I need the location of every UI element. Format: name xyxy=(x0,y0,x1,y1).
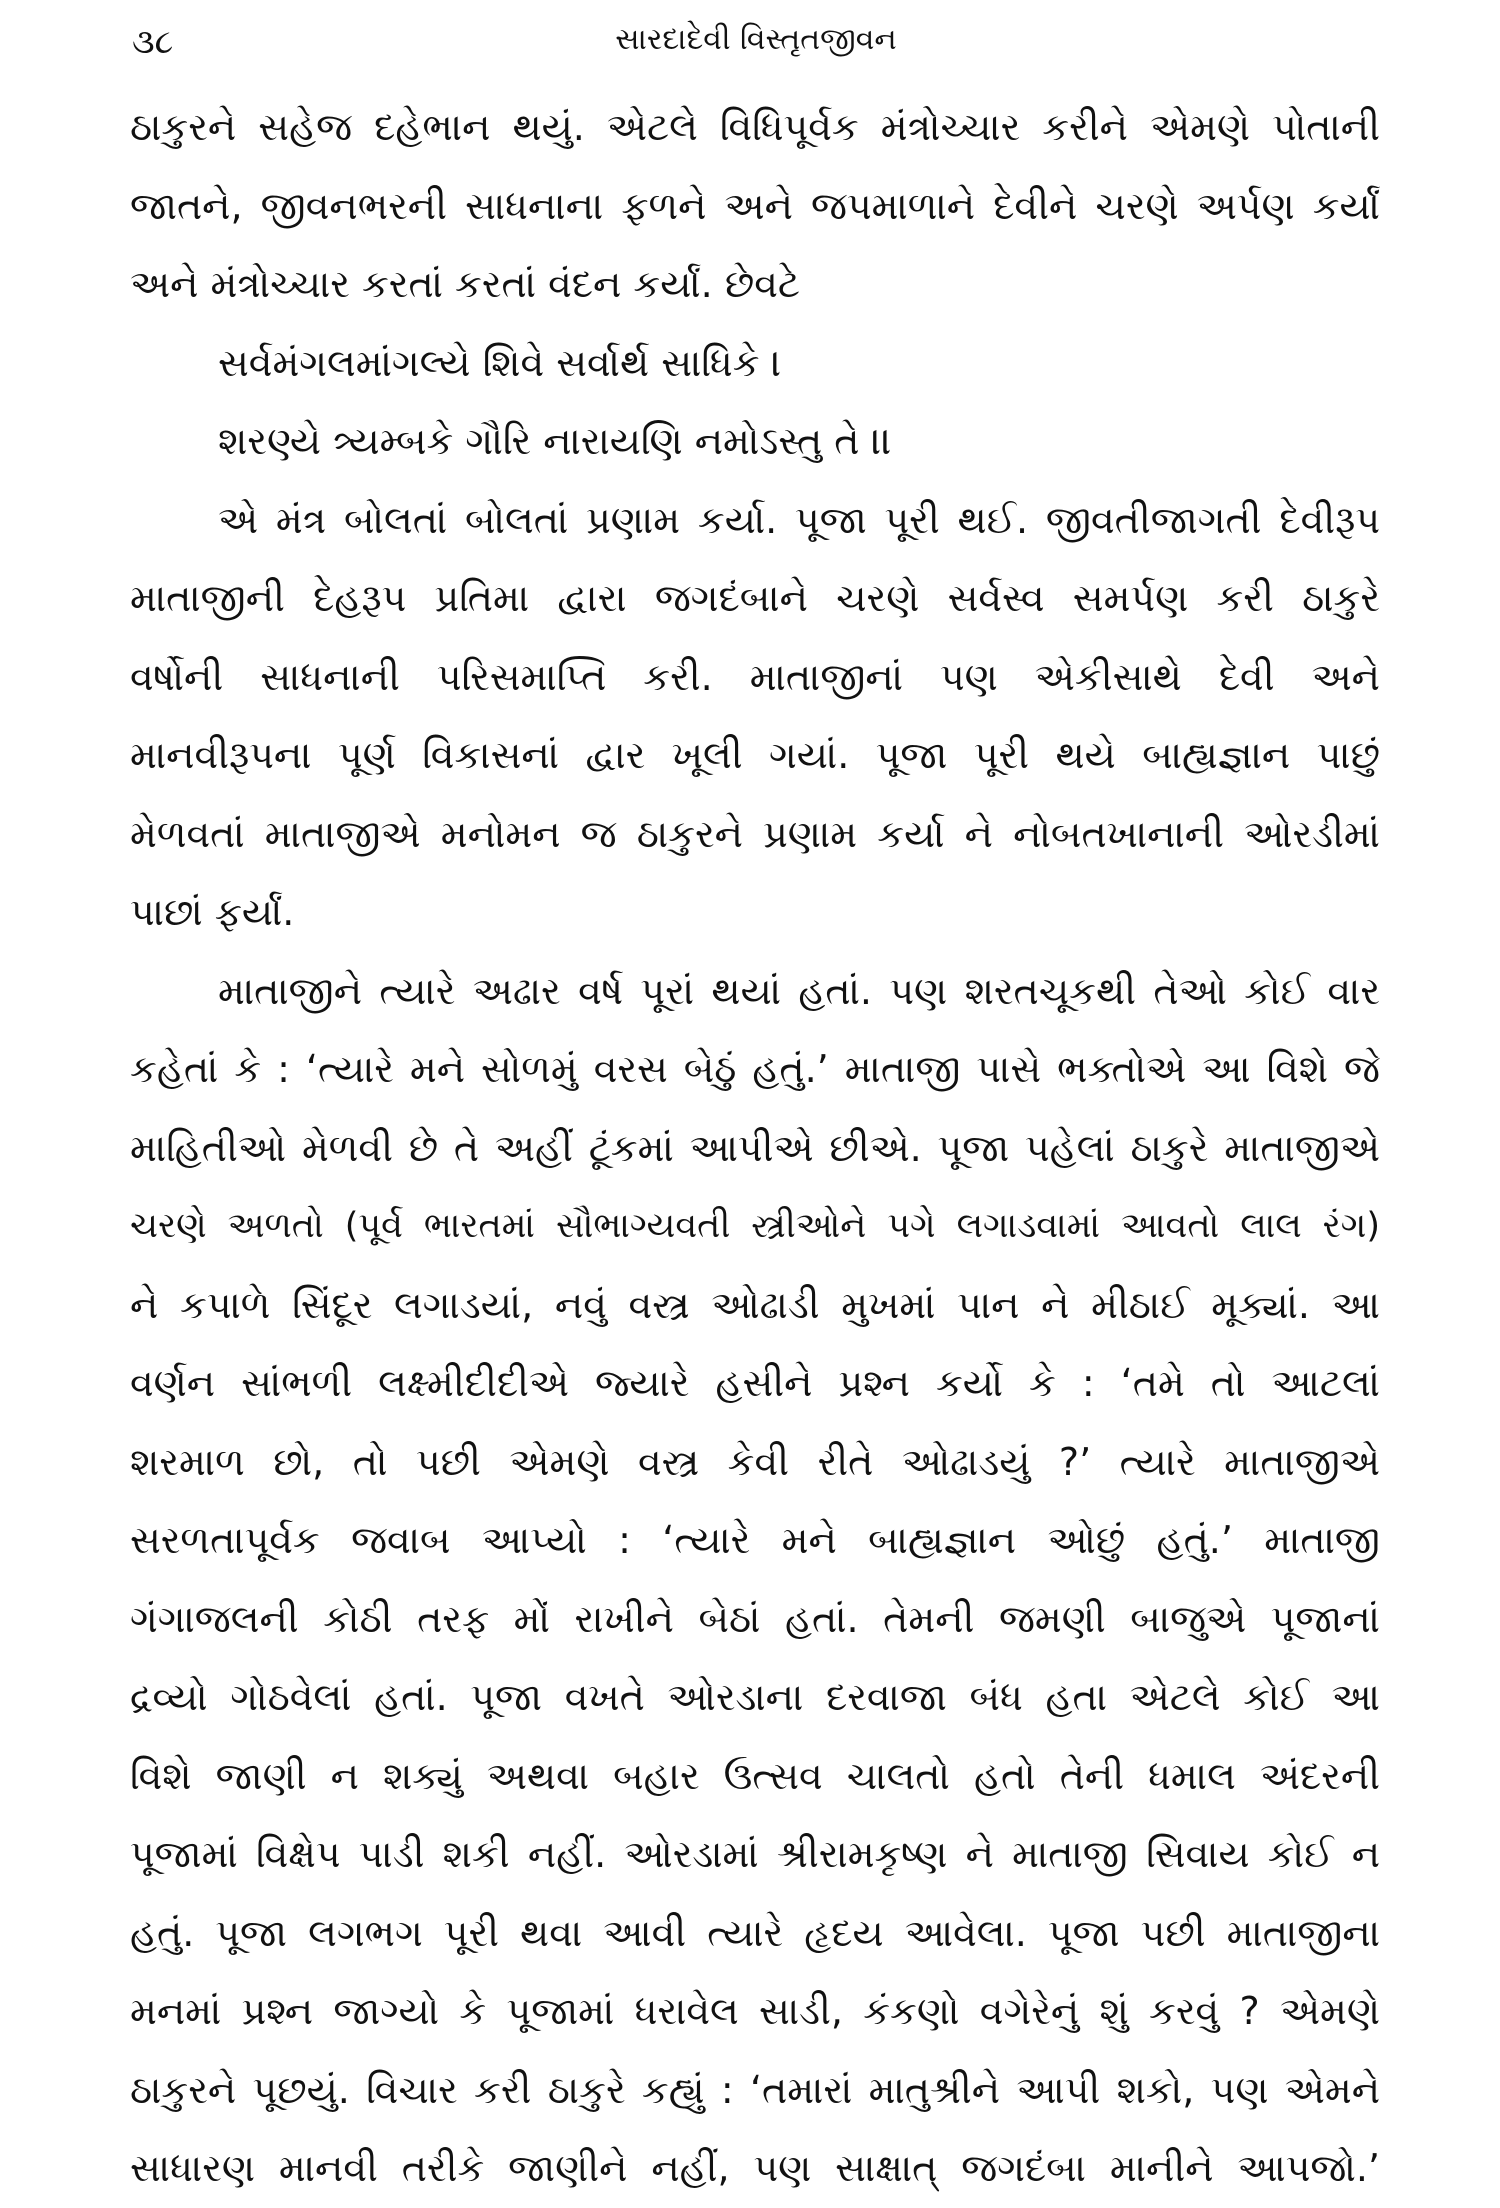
text-line: શરમાળ છો, તો પછી એમણે વસ્ત્ર કેવી રીતે ઓઢાડયું ?’ ત્યારે માતાજીએ xyxy=(130,1439,1380,1484)
text-line: મનમાં પ્રશ્ન જાગ્યો કે પૂજામાં ધરાવેલ સાડી, કંકણો વગેરેનું શું કરવું ? એમણે xyxy=(130,1989,1380,2033)
text-line: હતું. પૂજા લગભગ પૂરી થવા આવી ત્યારે હૃદય આવેલા. પૂજા પછી માતાજીના xyxy=(130,1910,1380,1955)
text-line: માનવીરૂપના પૂર્ણ વિકાસનાં દ્વાર ખૂલી ગયાં. પૂજા પૂરી થયે બાહ્યજ્ઞાન પાછું xyxy=(130,733,1380,777)
text-line: વિશે જાણી ન શક્યું અથવા બહાર ઉત્સવ ચાલતો હતો તેની ધમાલ અંદરની xyxy=(130,1753,1380,1798)
text-line: જાતને, જીવનભરની સાધનાના ફળને અને જપમાળાને દેવીને ચરણે અર્પણ કર્યાં xyxy=(130,183,1380,228)
text-line: અને મંત્રોચ્ચાર કરતાં કરતાં વંદન કર્યાં. છેવટે xyxy=(130,262,800,306)
body-text xyxy=(130,88,1380,2208)
text-line: દ્રવ્યો ગોઠવેલાં હતાં. પૂજા વખતે ઓરડાના દરવાજા બંધ હતા એટલે કોઈ આ xyxy=(130,1675,1380,1719)
text-line: પૂજામાં વિક્ષેપ પાડી શકી નહીં. ઓરડામાં શ્રીરામકૃષ્ણ ને માતાજી સિવાય કોઈ ન xyxy=(130,1832,1380,1876)
text-line: પાછાં ફર્યાં. xyxy=(130,890,295,934)
text-line: માતાજીને ત્યારે અઢાર વર્ષ પૂરાં થયાં હતાં. પણ શરતચૂકથી તેઓ કોઈ વાર xyxy=(218,968,1380,1013)
text-line: ઠાકુરને સહેજ દહેભાન થયું. એટલે વિધિપૂર્વક મંત્રોચ્ચાર કરીને એમણે પોતાની xyxy=(130,105,1380,149)
verse-line: શરણ્યે ત્ર્યમ્બકે ગૌરિ નારાયણિ નમોઽસ્તુ તે ।। xyxy=(218,419,892,463)
text-line: વર્ષોની સાધનાની પરિસમાપ્તિ કરી. માતાજીનાં પણ એકીસાથે દેવી અને xyxy=(130,654,1380,699)
text-line: માહિતીઓ મેળવી છે તે અહીં ટૂંકમાં આપીએ છીએ. પૂજા પહેલાં ઠાકુરે માતાજીએ xyxy=(130,1125,1380,1170)
text-line: સરળતાપૂર્વક જવાબ આપ્યો : ‘ત્યારે મને બાહ્યજ્ઞાન ઓછું હતું.’ માતાજી xyxy=(130,1518,1380,1562)
page-header xyxy=(132,22,1380,72)
text-line: સાધારણ માનવી તરીકે જાણીને નહીં, પણ સાક્ષાત્ જગદંબા માનીને આપજો.’ xyxy=(130,2146,1380,2190)
page-number: ૩૮ xyxy=(132,22,174,62)
text-line: માતાજીની દેહરૂપ પ્રતિમા દ્વારા જગદંબાને ચરણે સર્વસ્વ સમર્પણ કરી ઠાકુરે xyxy=(130,576,1380,620)
text-line: ચરણે અળતો (પૂર્વ ભારતમાં સૌભાગ્યવતી સ્ત્રીઓને પગે લગાડવામાં આવતો લાલ રંગ) xyxy=(130,1206,1380,1246)
text-line: ને કપાળે સિંદૂર લગાડયાં, નવું વસ્ત્ર ઓઢાડી મુખમાં પાન ને મીઠાઈ મૂક્યાં. આ xyxy=(130,1282,1380,1327)
verse-line: સર્વમંગલમાંગલ્યે શિવે સર્વાર્થ સાધિકે । xyxy=(218,340,782,385)
text-line: ગંગાજલની કોઠી તરફ મોં રાખીને બેઠાં હતાં. તેમની જમણી બાજુએ પૂજાનાં xyxy=(130,1596,1380,1641)
text-line: વર્ણન સાંભળી લક્ષ્મીદીદીએ જ્યારે હસીને પ્રશ્ન કર્યો કે : ‘તમે તો આટલાં xyxy=(130,1361,1380,1405)
running-title: સારદાદેવી વિસ્તૃતજીવન xyxy=(615,22,897,57)
text-line: ઠાકુરને પૂછયું. વિચાર કરી ઠાકુરે કહ્યું : ‘તમારાં માતુશ્રીને આપી શકો, પણ એમને xyxy=(130,2067,1380,2112)
text-line: મેળવતાં માતાજીએ મનોમન જ ઠાકુરને પ્રણામ કર્યા ને નોબતખાનાની ઓરડીમાં xyxy=(130,811,1380,856)
text-line: એ મંત્ર બોલતાં બોલતાં પ્રણામ કર્યા. પૂજા પૂરી થઈ. જીવતીજાગતી દેવીરૂપ xyxy=(218,497,1380,542)
text-line: કહેતાં કે : ‘ત્યારે મને સોળમું વરસ બેઠું હતું.’ માતાજી પાસે ભક્તોએ આ વિશે જે xyxy=(130,1047,1380,1091)
